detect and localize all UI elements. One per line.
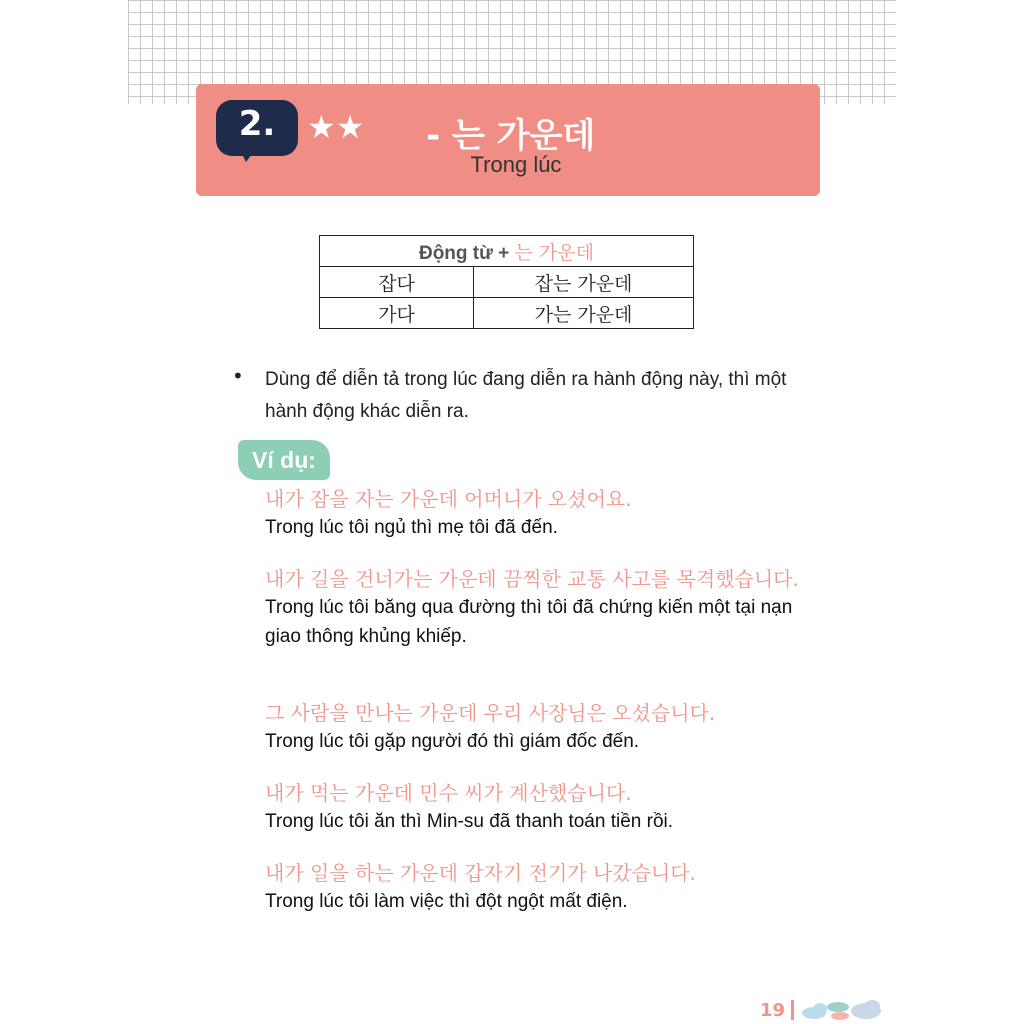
- header-verb: Động từ +: [418, 242, 515, 264]
- header-ending: 는 가운데: [514, 241, 595, 264]
- grammar-table-header-cell: [320, 236, 694, 267]
- grammar-table: [319, 235, 694, 329]
- section-number: 2.: [238, 104, 276, 144]
- footer-divider: [791, 1000, 794, 1020]
- section-title-vietnamese: Trong lúc: [470, 152, 562, 177]
- example-vietnamese: Trong lúc tôi băng qua đường thì tôi đã chứng kiến một tại nạn giao thông khủng khiếp.: [265, 597, 793, 647]
- page-number: 19: [760, 999, 786, 1021]
- bullet-icon: •: [232, 364, 244, 388]
- example-item: [265, 700, 825, 756]
- table-cell-form: 가는 가운데: [474, 298, 694, 329]
- section-title-korean: - 는 가운데: [426, 116, 596, 156]
- grammar-table-header: [320, 236, 694, 267]
- table-cell-verb: 가다: [320, 298, 474, 329]
- example-vietnamese: Trong lúc tôi gặp người đó thì giám đốc đến.: [265, 731, 640, 752]
- example-vietnamese: Trong lúc tôi ăn thì Min-su đã thanh toán tiền rồi.: [265, 811, 674, 832]
- example-vietnamese: Trong lúc tôi làm việc thì đột ngột mất điện.: [265, 891, 628, 912]
- table-cell-form: 잡는 가운데: [474, 267, 694, 298]
- example-korean: 내가 일을 하는 가운데 갑자기 전기가 나갔습니다.: [265, 861, 696, 885]
- example-korean: 그 사람을 만나는 가운데 우리 사장님은 오셨습니다.: [265, 701, 716, 725]
- speech-bubble-tail: [238, 146, 258, 162]
- example-korean: 내가 잠을 자는 가운데 어머니가 오셨어요.: [265, 487, 632, 511]
- example-item: [265, 860, 825, 916]
- example-item: [265, 780, 825, 836]
- table-row: [320, 267, 694, 298]
- usage-description: Dùng để diễn tả trong lúc đang diễn ra hành động này, thì một hành động khác diễn ra.: [265, 369, 787, 422]
- example-korean: 내가 먹는 가운데 민수 씨가 계산했습니다.: [265, 781, 632, 805]
- example-item: [265, 566, 825, 651]
- example-vietnamese: Trong lúc tôi ngủ thì mẹ tôi đã đến.: [265, 517, 558, 538]
- star-rating-icon: ★★: [307, 108, 365, 146]
- table-row: [320, 298, 694, 329]
- examples-label: Ví dụ:: [238, 440, 330, 480]
- example-korean: 내가 길을 건너가는 가운데 끔찍한 교통 사고를 목격했습니다.: [265, 567, 799, 591]
- example-item: [265, 486, 825, 542]
- page-footer: [760, 998, 886, 1022]
- cloud-icon: [800, 998, 886, 1022]
- table-cell-verb: 잡다: [320, 267, 474, 298]
